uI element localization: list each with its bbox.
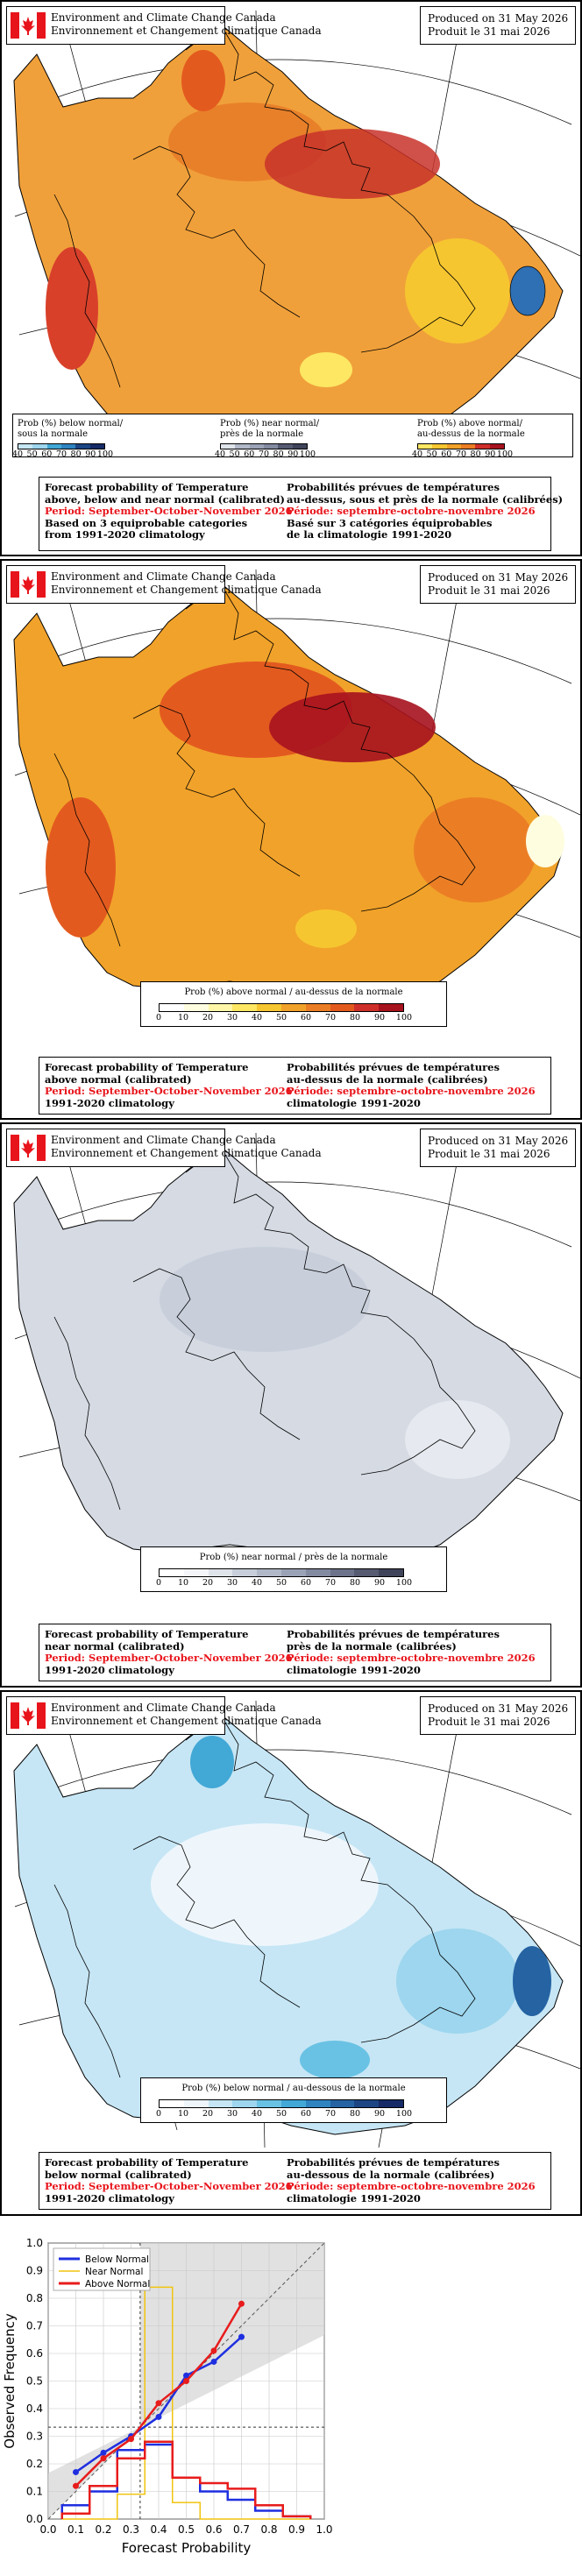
legend-above-ramp xyxy=(417,443,505,449)
legend-above-title-2: au-dessus de la normale xyxy=(417,429,525,439)
map-all-categories xyxy=(2,2,580,556)
legend-below-title-2: sous la normale xyxy=(18,429,89,439)
region-east xyxy=(405,1400,510,1479)
caption-en-period: Period: September-October-November 2026 xyxy=(45,1652,293,1664)
point-below xyxy=(238,2334,245,2340)
caption-en-2: near normal (calibrated) xyxy=(45,1639,185,1652)
legend-ramp xyxy=(159,1568,404,1577)
agency-name-fr: Environnement et Changement climatique Canada xyxy=(51,25,322,37)
produced-fr: Produit le 31 mai 2026 xyxy=(428,1148,550,1160)
legend-below: Prob (%) below normal/ sous la normale 40 50 60 70 80 90 100 xyxy=(14,417,181,456)
region-hot xyxy=(269,692,436,762)
caption-fr-period: Période: septembre-octobre-novembre 2026 xyxy=(287,2180,536,2192)
produced-date xyxy=(420,1696,576,1735)
caption-fr-2: près de la normale (calibrées) xyxy=(287,1639,457,1652)
panel-above-normal xyxy=(0,559,582,1120)
caption-fr-5: de la climatologie 1991-2020 xyxy=(287,528,452,541)
canada-flag-icon xyxy=(11,12,46,39)
caption-fr-1: Probabilités prévues de températures xyxy=(287,1628,500,1640)
legend-near-normal: Prob (%) near normal / près de la normale 0 10 20 30 40 50 60 70 80 90 100 xyxy=(140,1546,447,1592)
produced-date xyxy=(420,6,576,45)
caption-fr-2: au-dessus de la normale (calibrées) xyxy=(287,1072,488,1086)
x-tick-label: 0.7 xyxy=(232,2523,251,2536)
point-below xyxy=(156,2414,162,2420)
point-below xyxy=(101,2450,107,2456)
y-tick-label: 0.1 xyxy=(25,2485,43,2498)
legend-below-normal: Prob (%) below normal / au-dessous de la normale 0 10 20 30 40 50 60 70 80 90 100 xyxy=(140,2077,447,2123)
agency-name-en: Environment and Climate Change Canada xyxy=(51,1702,276,1714)
caption-fr-2: au-dessus, sous et près de la normale (calibrées) xyxy=(287,492,564,506)
produced-date xyxy=(420,1129,576,1167)
region-lakes xyxy=(300,352,352,387)
agency-header xyxy=(6,1696,322,1735)
canada-flag-icon xyxy=(11,571,46,598)
x-tick-label: 0.6 xyxy=(205,2523,223,2536)
region-east xyxy=(405,238,510,343)
point-above xyxy=(183,2378,189,2384)
caption-fr-4: climatologie 1991-2020 xyxy=(287,1096,421,1109)
region-west xyxy=(46,797,116,938)
legend-below-title xyxy=(18,419,181,440)
produced-en: Produced on 31 May 2026 xyxy=(428,1702,569,1715)
agency-name-en: Environment and Climate Change Canada xyxy=(51,570,276,583)
legend-near-title-2: près de la normale xyxy=(220,429,304,439)
y-tick-label: 0.4 xyxy=(25,2403,43,2415)
x-tick-label: 0.1 xyxy=(67,2523,85,2536)
legend-below-ramp xyxy=(18,443,105,449)
legend-title: Prob (%) near normal / près de la normale xyxy=(199,1553,388,1562)
y-tick-label: 0.2 xyxy=(25,2458,43,2470)
point-above xyxy=(238,2301,245,2307)
caption-en-4: Based on 3 equiprobable categories xyxy=(45,516,248,529)
point-above xyxy=(211,2347,217,2353)
caption-fr-2: au-dessous de la normale (calibrées) xyxy=(287,2168,495,2181)
region-lakes xyxy=(300,2041,370,2079)
x-axis-label: Forecast Probability xyxy=(121,2540,252,2556)
chart-legend xyxy=(53,2248,150,2290)
y-tick-label: 0.0 xyxy=(25,2513,43,2525)
legend-label-above: Above Normal xyxy=(85,2279,151,2289)
panel-all-categories xyxy=(0,0,582,556)
caption-en-2: above, below and near normal (calibrated) xyxy=(45,492,285,506)
legend-ramp xyxy=(159,1003,404,1012)
panel-near-normal xyxy=(0,1122,582,1688)
produced-en: Produced on 31 May 2026 xyxy=(428,1135,569,1147)
legend-near: Prob (%) near normal/ près de la normale 40 50 60 70 80 90 100 xyxy=(216,417,366,456)
canada-flag-icon xyxy=(11,1702,46,1729)
caption-en-5: from 1991-2020 climatology xyxy=(45,528,205,541)
region-cold xyxy=(513,1946,551,2016)
x-tick-label: 0.0 xyxy=(39,2523,57,2536)
x-tick-label: 0.9 xyxy=(287,2523,306,2536)
produced-fr: Produit le 31 mai 2026 xyxy=(428,584,550,597)
legend-label-below: Below Normal xyxy=(85,2254,149,2265)
reliability-diagram xyxy=(0,2226,582,2576)
legend-title: Prob (%) above normal / au-dessus de la normale xyxy=(184,987,403,997)
point-above xyxy=(73,2483,79,2489)
point-above xyxy=(156,2400,162,2406)
caption-panel-2 xyxy=(39,1057,551,1115)
y-tick-label: 0.7 xyxy=(25,2319,43,2332)
caption-en-2: below normal (calibrated) xyxy=(45,2168,192,2181)
caption-panel-3 xyxy=(39,1624,551,1681)
legend-above: Prob (%) above normal/ au-dessus de la normale 40 50 60 70 80 90 100 xyxy=(414,417,571,456)
region-north xyxy=(181,50,225,111)
caption-en-4: 1991-2020 climatology xyxy=(45,1663,174,1676)
agency-header xyxy=(6,1129,322,1167)
caption-en-period: Period: September-October-November 2026 xyxy=(45,1085,293,1097)
caption-fr-1: Probabilités prévues de températures xyxy=(287,1061,500,1073)
region-lakes xyxy=(295,909,357,948)
caption-fr-1: Probabilités prévues de températures xyxy=(287,481,500,493)
caption-en-1: Forecast probability of Temperature xyxy=(45,481,249,493)
map-below-normal xyxy=(2,1692,580,2216)
produced-en: Produced on 31 May 2026 xyxy=(428,12,569,25)
legend-near-ramp xyxy=(220,443,308,449)
legend-title: Prob (%) below normal / au-dessous de la normale xyxy=(181,2084,406,2093)
x-tick-label: 0.3 xyxy=(122,2523,140,2536)
x-tick-label: 0.8 xyxy=(260,2523,278,2536)
panel-below-normal xyxy=(0,1690,582,2216)
y-tick-label: 1.0 xyxy=(25,2237,43,2249)
x-tick-label: 0.5 xyxy=(177,2523,195,2536)
produced-fr: Produit le 31 mai 2026 xyxy=(428,25,550,38)
legend-above-title-1: Prob (%) above normal/ xyxy=(417,419,522,428)
produced-fr: Produit le 31 mai 2026 xyxy=(428,1716,550,1728)
caption-fr-period: Période: septembre-octobre-novembre 2026 xyxy=(287,1652,536,1664)
caption-fr-1: Probabilités prévues de températures xyxy=(287,2156,500,2169)
region-east xyxy=(396,1928,519,2034)
point-above xyxy=(101,2455,107,2461)
produced-en: Produced on 31 May 2026 xyxy=(428,571,569,584)
caption-fr-4: Basé sur 3 catégories équiprobables xyxy=(287,516,493,529)
agency-name-fr: Environnement et Changement climatique Canada xyxy=(51,1715,322,1727)
x-tick-label: 0.2 xyxy=(95,2523,112,2536)
caption-fr-period: Période: septembre-octobre-novembre 2026 xyxy=(287,505,536,517)
caption-en-4: 1991-2020 climatology xyxy=(45,1096,174,1109)
region-arctic xyxy=(151,1823,379,1946)
caption-en-1: Forecast probability of Temperature xyxy=(45,1061,249,1073)
caption-panel-1 xyxy=(39,477,564,551)
legend-near-title-1: Prob (%) near normal/ xyxy=(220,419,320,428)
point-below xyxy=(73,2469,79,2475)
region-north xyxy=(190,1736,234,1788)
caption-fr-4: climatologie 1991-2020 xyxy=(287,2191,421,2204)
agency-name-en: Environment and Climate Change Canada xyxy=(51,1134,276,1146)
legend-below-title-1: Prob (%) below normal/ xyxy=(18,419,124,428)
region-cold xyxy=(510,266,545,315)
y-tick-label: 0.6 xyxy=(25,2347,43,2360)
legend-ramp xyxy=(159,2099,404,2108)
legend-above-normal: Prob (%) above normal / au-dessus de la normale 0 10 20 30 40 50 60 70 80 90 100 xyxy=(140,981,447,1027)
caption-fr-period: Période: septembre-octobre-novembre 2026 xyxy=(287,1085,536,1097)
agency-name-fr: Environnement et Changement climatique Canada xyxy=(51,1147,322,1159)
caption-en-4: 1991-2020 climatology xyxy=(45,2191,174,2204)
caption-en-2: above normal (calibrated) xyxy=(45,1072,192,1086)
region-low xyxy=(526,815,564,867)
point-above xyxy=(128,2436,134,2442)
region-west xyxy=(46,247,98,370)
legend-label-near: Near Normal xyxy=(85,2267,144,2277)
agency-header xyxy=(6,565,322,604)
region-central xyxy=(160,1247,370,1352)
caption-panel-4 xyxy=(39,2152,551,2210)
caption-en-period: Period: September-October-November 2026 xyxy=(45,505,293,517)
caption-fr-4: climatologie 1991-2020 xyxy=(287,1663,421,1676)
agency-header xyxy=(6,6,322,45)
produced-date xyxy=(420,565,576,604)
y-tick-label: 0.5 xyxy=(25,2374,43,2388)
agency-name-en: Environment and Climate Change Canada xyxy=(51,11,276,24)
map-near-normal xyxy=(2,1124,580,1688)
x-tick-label: 0.4 xyxy=(150,2523,167,2536)
agency-name-fr: Environnement et Changement climatique Canada xyxy=(51,584,322,596)
y-tick-label: 0.9 xyxy=(25,2264,43,2277)
canada-flag-icon xyxy=(11,1135,46,1161)
y-axis-label: Observed Frequency xyxy=(2,2313,18,2449)
x-tick-label: 1.0 xyxy=(316,2523,333,2536)
caption-en-1: Forecast probability of Temperature xyxy=(45,1628,249,1640)
caption-en-1: Forecast probability of Temperature xyxy=(45,2156,249,2169)
region-east xyxy=(414,797,536,902)
map-above-normal xyxy=(2,561,580,1120)
y-tick-label: 0.3 xyxy=(25,2430,43,2443)
y-tick-label: 0.8 xyxy=(25,2292,43,2304)
caption-en-period: Period: September-October-November 2026 xyxy=(45,2180,293,2192)
point-below xyxy=(211,2359,217,2365)
